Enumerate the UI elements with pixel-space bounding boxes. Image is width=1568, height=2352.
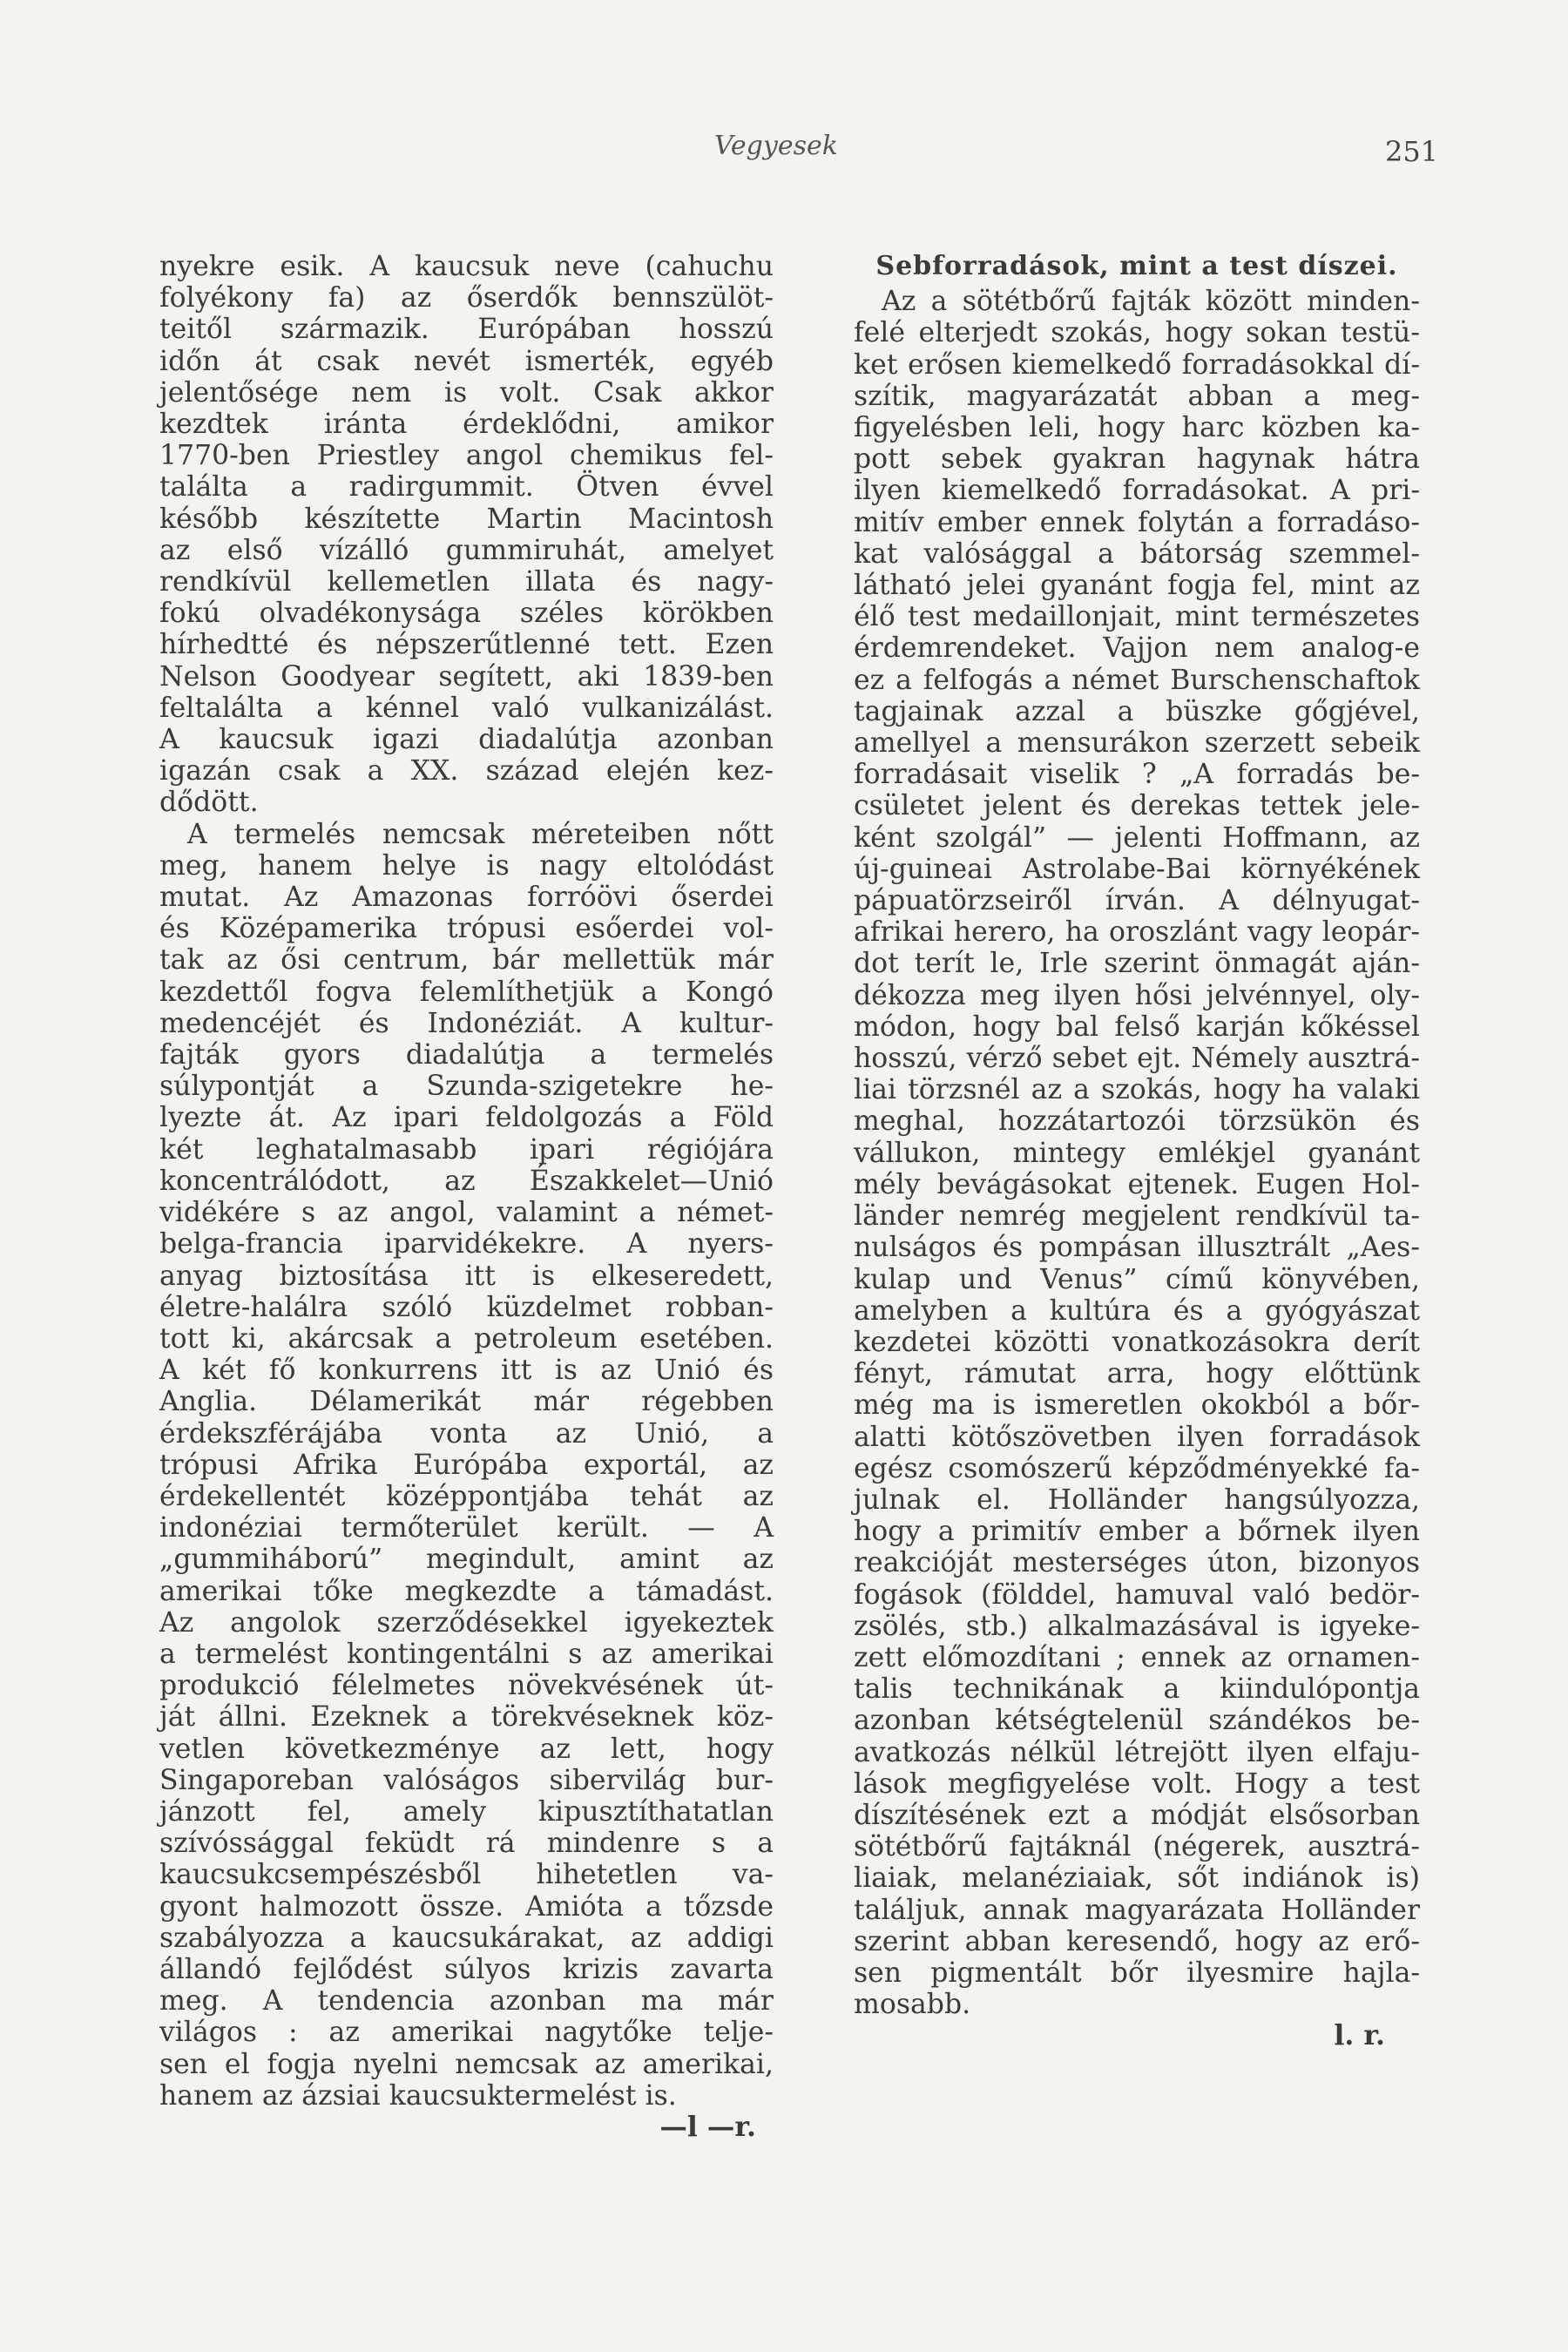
text-line: ilyen kiemelkedő forradásokat. A pri- — [854, 475, 1420, 507]
text-line: hírhedtté és népszerűtlenné tett. Ezen — [159, 629, 774, 661]
text-line: tagjainak azzal a büszke gőgjével, — [854, 695, 1420, 727]
text-line: még ma is ismeretlen okokból a bőr- — [854, 1389, 1420, 1422]
text-line: világos : az amerikai nagytőke telje- — [159, 2017, 774, 2049]
text-line: kezdtek iránta érdeklődni, amikor — [159, 409, 774, 441]
text-line: reakcióját mesterséges úton, bizonyos — [854, 1547, 1420, 1579]
right-column — [854, 251, 1420, 2052]
text-line: állandó fejlődést súlyos krizis zavarta — [159, 1953, 774, 1985]
text-line: módon, hogy bal felső karján kőkéssel — [854, 1010, 1420, 1043]
text-line: Anglia. Délamerikát már régebben — [159, 1386, 774, 1418]
text-line: új-guineai Astrolabe-Bai környékének — [854, 853, 1420, 885]
text-line: felé elterjedt szokás, hogy sokan testü- — [854, 317, 1420, 349]
text-line: egész csomószerű képződményekké fa- — [854, 1452, 1420, 1484]
text-line: fokú olvadékonysága széles körökben — [159, 598, 774, 630]
text-line: tott ki, akárcsak a petroleum esetében. — [159, 1322, 774, 1355]
text-line: A két fő konkurrens itt is az Unió és — [159, 1355, 774, 1387]
text-line: folyékony fa) az őserdők bennszülöt- — [159, 282, 774, 314]
text-line: érdekellentét középpontjába tehát az — [159, 1480, 774, 1512]
text-line: súlypontját a Szunda-szigetekre he- — [159, 1071, 774, 1103]
text-line: fényt, rámutat arra, hogy előttünk — [854, 1358, 1420, 1390]
text-line: pápuatörzseiről írván. A délnyugat- — [854, 885, 1420, 917]
text-line: lások megfigyelése volt. Hogy a test — [854, 1767, 1420, 1800]
text-line: zett előmozdítani ; ennek az ornamen- — [854, 1641, 1420, 1673]
text-line: avatkozás nélkül létrejött ilyen elfaju- — [854, 1736, 1420, 1768]
text-line: amelyben a kultúra és a gyógyászat — [854, 1294, 1420, 1327]
text-line: életre-halálra szóló küzdelmet robban- — [159, 1291, 774, 1323]
text-line: amellyel a mensurákon szerzett sebeik — [854, 727, 1420, 760]
text-line: csületet jelent és derekas tettek jele- — [854, 790, 1420, 822]
text-line: teitől származik. Európában hosszú — [159, 314, 774, 346]
text-line: kat valósággal a bátorság szemmel- — [854, 537, 1420, 570]
text-line: julnak el. Holländer hangsúlyozza, — [854, 1484, 1420, 1516]
signature: l. r. — [1334, 2019, 1385, 2052]
text-line: érdemrendeket. Vajjon nem analog-e — [854, 632, 1420, 665]
text-line: mitív ember ennek folytán a forradáso- — [854, 506, 1420, 538]
text-line: feltalálta a kénnel való vulkanizálást. — [159, 692, 774, 724]
text-line: szítik, magyarázatát abban a meg- — [854, 380, 1420, 412]
text-line: azonban kétségtelenül szándékos be- — [854, 1705, 1420, 1737]
text-line: Az a sötétbőrű fajták között minden- — [882, 286, 1420, 318]
text-line: liai törzsnél az a szokás, hogy ha valaki — [854, 1074, 1420, 1106]
text-line: hanem az ázsiai kaucsuktermelést is. — [159, 2079, 677, 2112]
text-line: két leghatalmasabb ipari régiójára — [159, 1133, 774, 1166]
text-line: hosszú, vérző sebet ejt. Némely ausztrá- — [854, 1043, 1420, 1075]
paragraph — [159, 251, 774, 819]
text-line: A kaucsuk igazi diadalútja azonban — [159, 724, 774, 756]
article-title: Sebforradások, mint a test díszei. — [875, 251, 1398, 281]
text-line: ket erősen kiemelkedő forradásokkal dí- — [854, 348, 1420, 381]
text-line: indonéziai termőterület került. — A — [159, 1512, 774, 1544]
text-line: rendkívül kellemetlen illata és nagy- — [159, 566, 774, 598]
running-head: Vegyesek — [714, 131, 838, 161]
text-line: szabályozza a kaucsukárakat, az addigi — [159, 1922, 774, 1954]
text-line: találta a radirgummit. Ötven évvel — [159, 471, 774, 504]
text-line: afrikai herero, ha oroszlánt vagy leopár- — [854, 916, 1420, 949]
text-line: dékozza meg ilyen hősi jelvénnyel, oly- — [854, 979, 1420, 1011]
text-line: szívóssággal feküdt rá mindenre s a — [159, 1828, 774, 1860]
text-line: szerint abban keresendő, hogy az erő- — [854, 1925, 1420, 1957]
text-line: figyelésben leli, hogy harc közben ka- — [854, 412, 1420, 444]
text-line: mély bevágásokat ejtenek. Eugen Hol- — [854, 1168, 1420, 1200]
text-line: nyekre esik. A kaucsuk neve (cahuchu — [159, 251, 774, 282]
text-line: nulságos és pompásan illusztrált „Aes- — [854, 1232, 1420, 1264]
text-line: dődött. — [159, 787, 259, 819]
page-number: 251 — [1385, 135, 1439, 168]
text-line: kulap und Venus” című könyvében, — [854, 1263, 1420, 1295]
text-line: sötétbőrű fajtáknál (négerek, ausztrá- — [854, 1831, 1420, 1863]
text-line: 1770-ben Priestley angol chemikus fel- — [159, 440, 774, 472]
paragraph — [159, 819, 774, 2112]
text-line: igazán csak a XX. század elején kez- — [159, 755, 774, 787]
text-line: Az angolok szerződésekkel igyekeztek — [159, 1606, 774, 1639]
text-line: kezdettől fogva felemlíthetjük a Kongó — [159, 976, 774, 1008]
text-line: länder nemrég megjelent rendkívül ta- — [854, 1200, 1420, 1233]
text-line: látható jelei gyanánt fogja fel, mint az — [854, 570, 1420, 602]
text-line: fogások (földdel, hamuval való bedör- — [854, 1578, 1420, 1611]
text-line: vállukon, mintegy emlékjel gyanánt — [854, 1137, 1420, 1169]
text-line: gyont halmozott össze. Amióta a tőzsde — [159, 1890, 774, 1923]
text-line: jánzott fel, amely kipusztíthatatlan — [159, 1795, 774, 1828]
text-line: fajták gyors diadalútja a termelés — [159, 1039, 774, 1071]
text-line: meghal, hozzátartozói törzsükön és — [854, 1105, 1420, 1138]
text-line: mosabb. — [854, 1989, 971, 2021]
text-line: meg, hanem helye is nagy eltolódást — [159, 849, 774, 882]
text-line: trópusi Afrika Európába exportál, az — [159, 1449, 774, 1481]
text-line: az első vízálló gummiruhát, amelyet — [159, 534, 774, 566]
text-line: lyezte át. Az ipari feldolgozás a Föld — [159, 1102, 774, 1134]
text-line: később készítette Martin Macintosh — [159, 503, 774, 535]
text-line: ez a felfogás a német Burschenschaftok — [854, 664, 1420, 696]
text-line: belga-francia iparvidékekre. A nyers- — [159, 1228, 774, 1260]
text-line: ként szolgál” — jelenti Hoffmann, az — [854, 821, 1420, 854]
text-line: meg. A tendencia azonban ma már — [159, 1985, 774, 2017]
text-line: tak az ősi centrum, bár mellettük már — [159, 944, 774, 977]
left-column — [159, 251, 774, 2143]
text-line: koncentrálódott, az Északkelet—Unió — [159, 1165, 774, 1197]
signature: —l —r. — [659, 2110, 756, 2143]
text-line: zsölés, stb.) alkalmazásával is igyeke- — [854, 1610, 1420, 1642]
text-line: érdekszférájába vonta az Unió, a — [159, 1417, 774, 1450]
text-line: alatti kötőszövetben ilyen forradások — [854, 1421, 1420, 1453]
text-line: ját állni. Ezeknek a törekvéseknek köz- — [159, 1701, 774, 1734]
text-line: amerikai tőke megkezdte a támadást. — [159, 1575, 774, 1607]
text-line: A termelés nemcsak méreteiben nőtt — [187, 818, 774, 850]
text-line: pott sebek gyakran hagynak hátra — [854, 443, 1420, 476]
text-line: vetlen következménye az lett, hogy — [159, 1733, 774, 1765]
text-line: sen el fogja nyelni nemcsak az amerikai, — [159, 2048, 774, 2080]
text-line: élő test medaillonjait, mint természetes — [854, 601, 1420, 633]
text-line: „gummiháború” megindult, amint az — [159, 1544, 774, 1576]
text-line: dot terít le, Irle szerint önmagát aján- — [854, 948, 1420, 980]
text-line: produkció félelmetes növekvésének út- — [159, 1670, 774, 1702]
text-line: Nelson Goodyear segített, aki 1839-ben — [159, 660, 774, 693]
text-line: medencéjét és Indonéziát. A kultur- — [159, 1007, 774, 1039]
text-line: díszítésének ezt a módját elsősorban — [854, 1799, 1420, 1831]
text-line: találjuk, annak magyarázata Holländer — [854, 1894, 1420, 1926]
text-line: kezdetei közötti vonatkozásokra derít — [854, 1326, 1420, 1358]
text-line: jelentősége nem is volt. Csak akkor — [159, 376, 774, 409]
text-line: sen pigmentált bőr ilyesmire hajla- — [854, 1957, 1420, 1989]
text-line: talis technikának a kiindulópontja — [854, 1673, 1420, 1706]
text-line: kaucsukcsempészésből hihetetlen va- — [159, 1859, 774, 1891]
text-line: mutat. Az Amazonas forróövi őserdei — [159, 882, 774, 914]
text-line: anyag biztosítása itt is elkeseredett, — [159, 1260, 774, 1292]
text-line: időn át csak nevét ismerték, egyéb — [159, 345, 774, 377]
text-line: forradásait viselik ? „A forradás be- — [854, 759, 1420, 791]
text-line: Singaporeban valóságos sibervilág bur- — [159, 1764, 774, 1796]
text-line: a termelést kontingentálni s az amerikai — [159, 1638, 774, 1670]
paragraph — [854, 286, 1420, 2020]
text-line: vidékére s az angol, valamint a német- — [159, 1197, 774, 1229]
text-line: hogy a primitív ember a bőrnek ilyen — [854, 1516, 1420, 1548]
text-line: és Középamerika trópusi esőerdei vol- — [159, 913, 774, 945]
text-line: liaiak, melanéziaiak, sőt indiánok is) — [854, 1862, 1420, 1895]
